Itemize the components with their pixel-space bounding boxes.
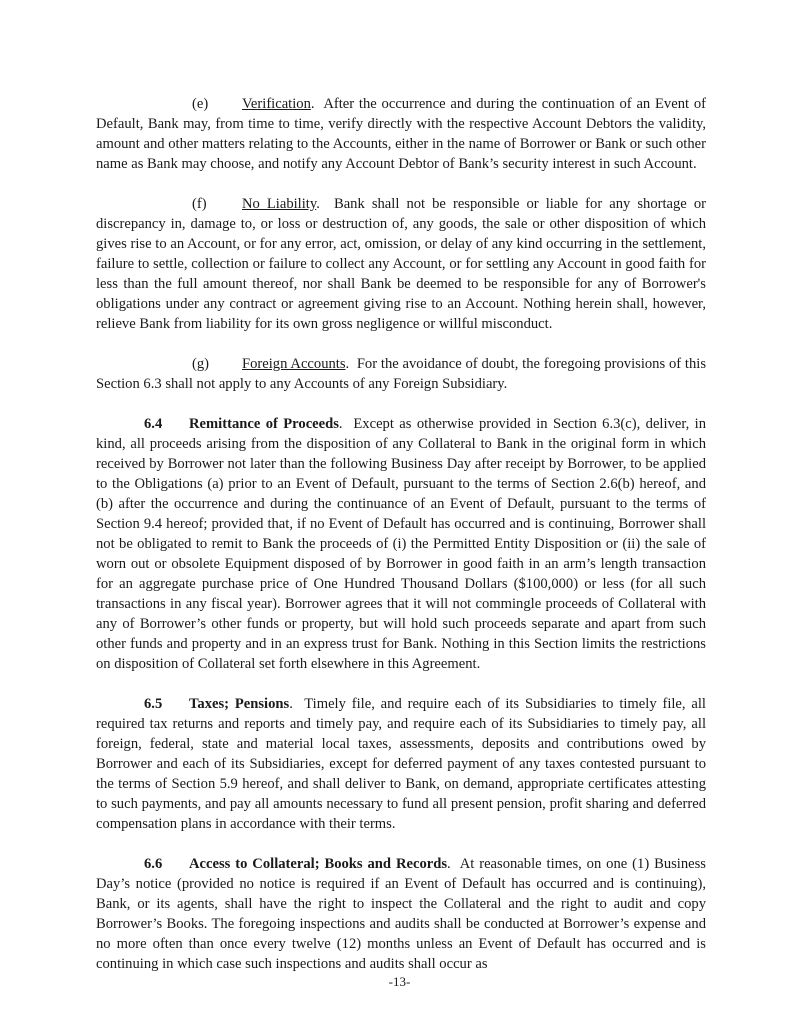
- paragraph-label: (f): [192, 196, 207, 212]
- section-6-6-access-to-collateral: [96, 854, 706, 974]
- section-text: Timely file, and require each of its Subsidiaries to timely file, all required tax returns and reports and timely pay, and require each of its Subsidiaries to timely pay, all foreign, federal, state and material local taxes, assessments, deposits and contributions owed by Borrower and each of its Subsidiaries, except for deferred payment of any taxes contested pursuant to the terms of Section 5.9 hereof, and shall deliver to Bank, on demand, appropriate certificates attesting to such payments, and pay all amounts necessary to fund all present pension, profit sharing and deferred compensation plans in accordance with their terms.: [96, 696, 706, 832]
- paragraph-heading: No Liability: [242, 196, 317, 212]
- heading-period: .: [289, 696, 293, 712]
- paragraph-text: After the occurrence and during the continuation of an Event of Default, Bank may, from time to time, verify directly with the respective Account Debtors the validity, amount and other matters relating to the Accounts, either in the name of Borrower or Bank or such other name as Bank may choose, and notify any Account Debtor of Bank’s security interest in such Account.: [96, 96, 707, 172]
- heading-period: .: [338, 416, 343, 432]
- heading-period: .: [345, 356, 350, 372]
- heading-period: .: [310, 96, 315, 112]
- paragraph-text: Bank shall not be responsible or liable for any shortage or discrepancy in, damage to, or loss or destruction of, any goods, the sale or other disposition of which gives rise to an Account, or for any error, act, omission, or delay of any kind occurring in the settlement, failure to settle, collection or failure to collect any Account, or for settling any Account in good faith for less than the full amount thereof, nor shall Bank be deemed to be responsible for any of Borrower's obligations under any contract or agreement giving rise to an Account. Nothing herein shall, however, relieve Bank from liability for its own gross negligence or willful misconduct.: [96, 196, 706, 332]
- heading-period: .: [447, 856, 451, 872]
- section-text: At reasonable times, on one (1) Business Day’s notice (provided no notice is required if an Event of Default has occurred and is continuing), Bank, or its agents, shall have the right to inspect the Collateral and the right to audit and copy Borrower’s Books. The foregoing inspections and audits shall be conducted at Borrower’s expense and no more often than once every twelve (12) months unless an Event of Default has occurred and is continuing in which case such inspections and audits shall occur as: [96, 856, 706, 972]
- section-heading: Remittance of Proceeds: [189, 416, 339, 432]
- paragraph-heading: Verification: [242, 96, 311, 112]
- section-heading: Access to Collateral; Books and Records: [189, 856, 448, 872]
- heading-period: .: [316, 196, 320, 212]
- page-number: -13-: [388, 974, 411, 989]
- paragraph-e-verification: [96, 94, 706, 174]
- section-6-4-remittance-of-proceeds: [96, 414, 706, 674]
- paragraph-label: (e): [192, 96, 209, 112]
- paragraph-label: (g): [192, 356, 210, 372]
- paragraph-f-no-liability: [96, 194, 706, 334]
- section-number: 6.5: [144, 696, 163, 712]
- paragraph-heading: Foreign Accounts: [242, 356, 346, 372]
- section-heading: Taxes; Pensions: [189, 696, 290, 712]
- section-number: 6.4: [144, 416, 163, 432]
- paragraph-g-foreign-accounts: [96, 354, 706, 394]
- section-6-5-taxes-pensions: [96, 694, 706, 834]
- section-number: 6.6: [144, 856, 163, 872]
- paragraph-text: For the avoidance of doubt, the foregoing provisions of this Section 6.3 shall not apply to any Accounts of any Foreign Subsidiary.: [96, 356, 706, 392]
- section-text: Except as otherwise provided in Section 6.3(c), deliver, in kind, all proceeds arising from the disposition of any Collateral to Bank in the original form in which received by Borrower not later than the following Business Day after receipt by Borrower, to be applied to the Obligations (a) prior to an Event of Default, pursuant to the terms of Section 2.6(b) hereof, and (b) after the occurrence and during the continuance of an Event of Default, pursuant to the terms of Section 9.4 hereof; provided that, if no Event of Default has occurred and is continuing, Borrower shall not be obligated to remit to Bank the proceeds of (i) the Permitted Entity Disposition or (ii) the sale of worn out or obsolete Equipment disposed of by Borrower in good faith in an arm’s length transaction for an aggregate purchase price of One Hundred Thousand Dollars ($100,000) or less (for all such transactions in any fiscal year). Borrower agrees that it will not commingle proceeds of Collateral with any of Borrower’s other funds or property, but will hold such proceeds separate and apart from such other funds and property and in an express trust for Bank. Nothing in this Section limits the restrictions on disposition of Collateral set forth elsewhere in this Agreement.: [96, 416, 706, 672]
- document-page: [96, 94, 706, 994]
